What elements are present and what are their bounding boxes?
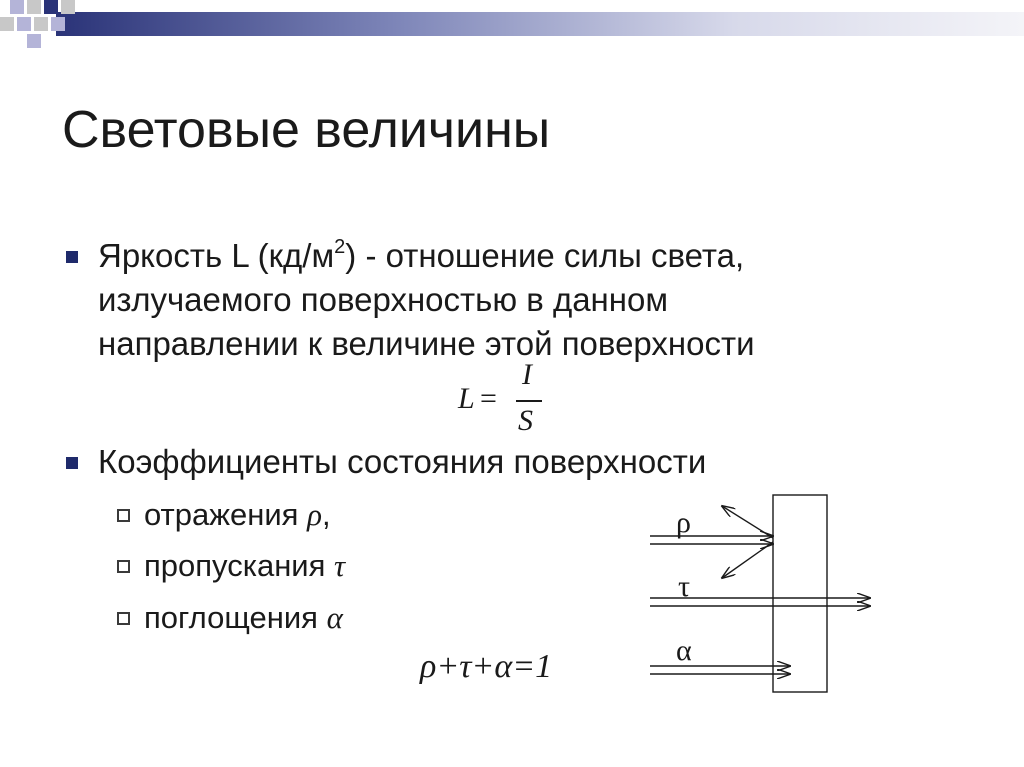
formula-equals: = (480, 382, 497, 415)
symbol-tau: τ (334, 548, 346, 583)
subitem-label: поглощения (144, 600, 327, 635)
superscript: 2 (334, 236, 346, 258)
subitem-absorption (144, 598, 343, 638)
formula-numerator: I (522, 358, 532, 391)
conservation-formula: ρ+τ+α=1 (420, 648, 553, 685)
formula-lhs: L (458, 382, 475, 415)
bullet-luminance-line2: излучаемого поверхностью в данном (98, 281, 669, 318)
bullet-marker (66, 457, 78, 469)
reflected-ray (722, 506, 773, 538)
sub-bullet-marker (117, 612, 130, 625)
slide-title: Световые величины (62, 101, 551, 159)
light-interaction-diagram (640, 490, 880, 700)
fraction-bar (516, 400, 542, 402)
subitem-transmission (144, 546, 345, 586)
sub-bullet-marker (117, 509, 130, 522)
header-gradient-bar (56, 12, 1024, 36)
luminance-text-part: ) - отношение силы света, (345, 237, 745, 274)
subitem-reflection (144, 495, 331, 535)
luminance-text-part: Яркость L (кд/м (98, 237, 335, 274)
subitem-label: пропускания (144, 548, 335, 583)
formula-denominator: S (518, 404, 533, 437)
bullet-marker (66, 251, 78, 263)
reflected-ray (722, 542, 773, 578)
subitem-label: отражения (144, 497, 308, 532)
symbol-alpha: α (326, 600, 343, 635)
symbol-rho: ρ (307, 497, 322, 532)
sub-bullet-marker (117, 560, 130, 573)
surface-slab (773, 495, 827, 692)
bullet-luminance-line1 (98, 232, 744, 280)
subitem-suffix: , (321, 497, 331, 532)
bullet-luminance-line3: направлении к величине этой поверхности (98, 325, 755, 362)
diagram-label-tau: τ (678, 570, 691, 603)
diagram-label-alpha: α (676, 634, 692, 667)
diagram-label-rho: ρ (676, 506, 691, 539)
decorative-squares-icon (0, 0, 90, 60)
bullet-coefficients: Коэффициенты состояния поверхности (98, 443, 707, 480)
luminance-formula (430, 358, 550, 442)
